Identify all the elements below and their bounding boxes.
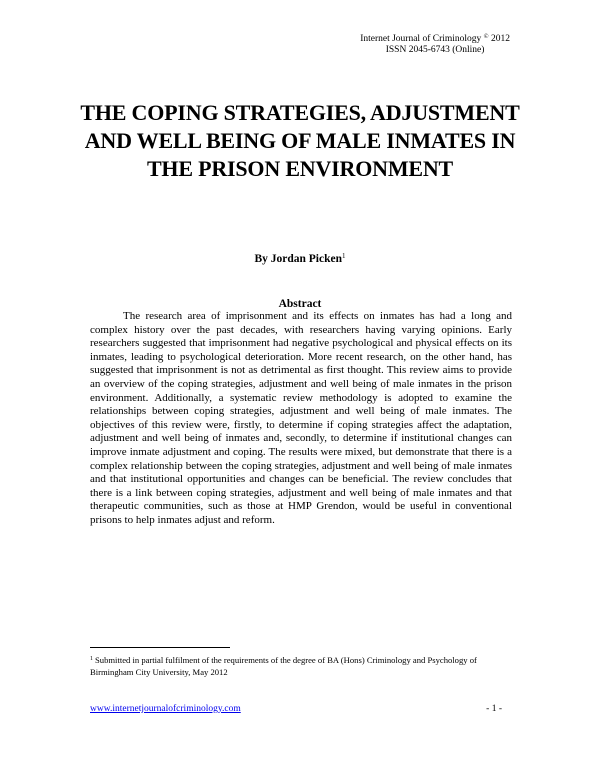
issn: ISSN 2045-6743 (Online) (385, 45, 485, 55)
page-number: - 1 - (486, 704, 502, 714)
footnote-text: Submitted in partial fulfilment of the requirements of the degree of BA (Hons) Criminology and Psychology of Birmingham City University, May 2012 (90, 655, 477, 677)
journal-website-link[interactable]: www.internetjournalofcriminology.com (90, 704, 241, 714)
byline (0, 249, 600, 266)
journal-name: Internet Journal of Criminology (360, 34, 482, 44)
footnote-divider (90, 647, 230, 648)
author-name: Jordan Picken (270, 253, 343, 265)
footnote-marker: 1 (90, 656, 93, 662)
abstract-body: The research area of imprisonment and its effects on inmates has had a long and complex history over the past decades, with researchers having varying opinions. Early researchers suggested that imprisonment had negative psychological and physical effects on its inmates, leading to psychological deterioration. More recent research, on the other hand, has suggested that imprisonment is not as detrimental as first thought. This review aims to provide an overview of the coping strategies, adjustment and well being of male inmates in the prison environment. Additionally, a systematic review methodology is adopted to examine the relationships between coping strategies, adjustment and well being of male inmates. The objectives of this review were, firstly, to determine if coping strategies affect the adaptation, adjustment and well being of inmates and, secondly, to determine if institutional changes can improve inmate adjustment and coping. The results were mixed, but demonstrate that there is a complex relationship between the coping strategies, adjustment and well being of male inmates and that institutional opportunities and changes can be beneficial. The review concludes that there is a link between coping strategies, adjustment and well being of male inmates and that therapeutic communities, such as those at HMP Grendon, would be useful in conventional prisons to help inmates adjust and reform. (90, 310, 512, 526)
copyright-symbol: © (483, 33, 489, 40)
journal-year: 2012 (491, 34, 510, 44)
paper-title: THE COPING STRATEGIES, ADJUSTMENT AND WELL BEING OF MALE INMATES IN THE PRISON ENVIRONMENT (80, 100, 520, 181)
footnote (90, 654, 512, 678)
author-footnote-marker[interactable]: 1 (342, 252, 346, 260)
journal-line (360, 31, 510, 45)
journal-header (360, 31, 510, 56)
byline-prefix: By (254, 253, 268, 265)
abstract-heading: Abstract (278, 298, 322, 310)
